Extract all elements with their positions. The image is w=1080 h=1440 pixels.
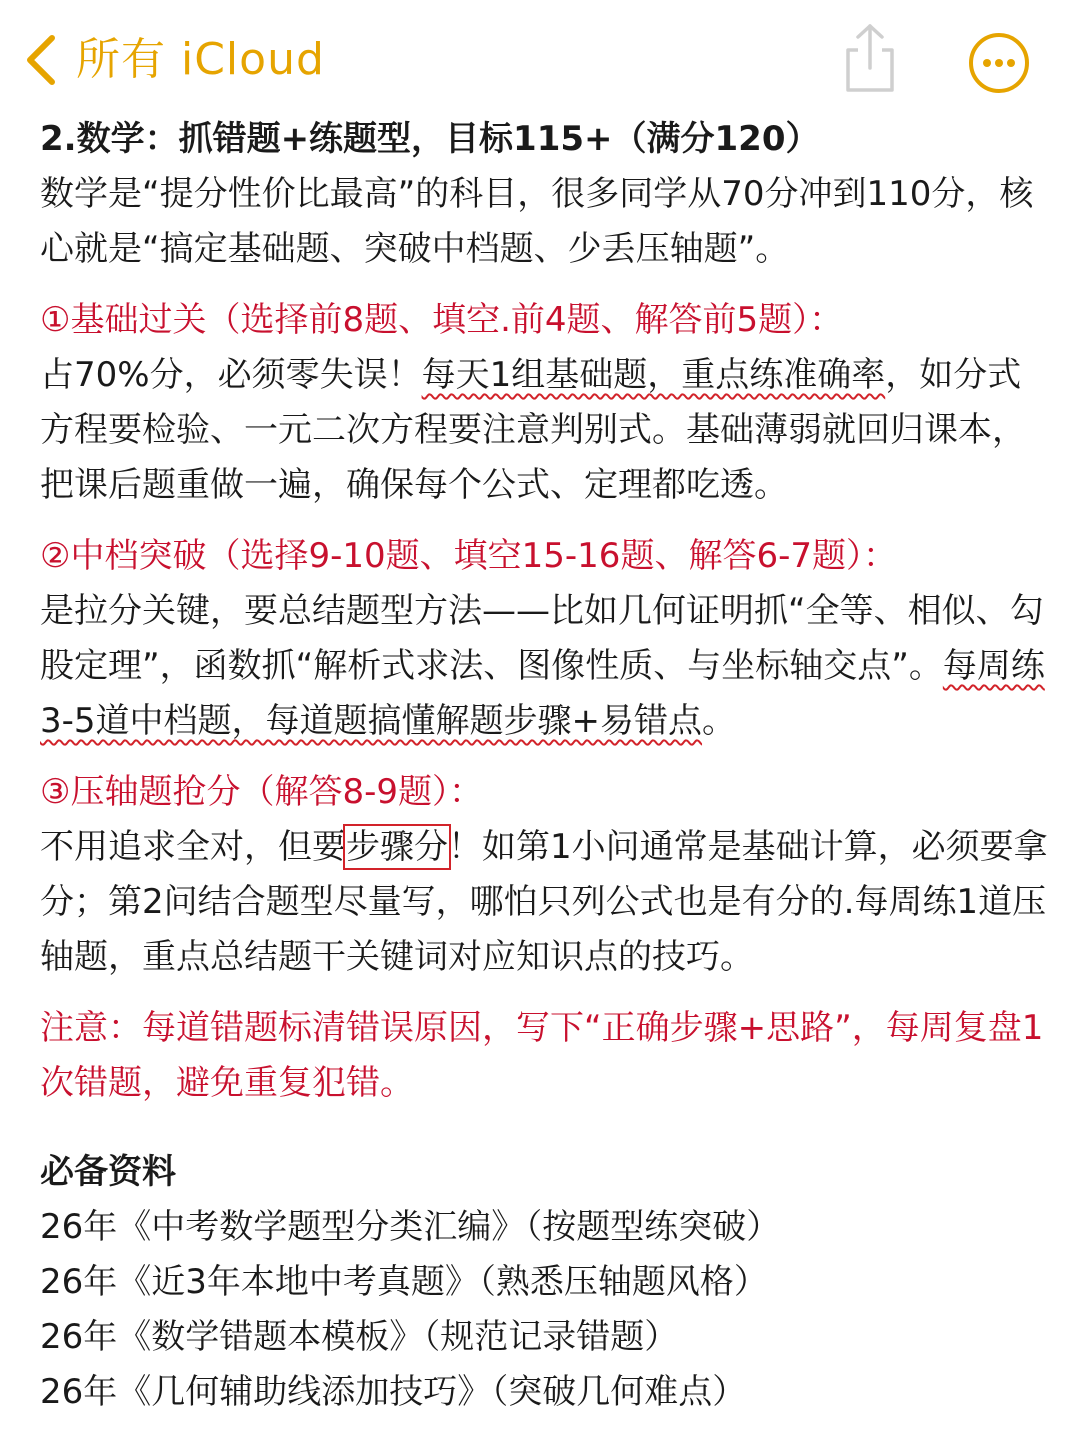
navigation-bar	[0, 0, 1080, 110]
more-button[interactable]	[968, 32, 1030, 94]
materials-item: 26年《数学错题本模板》（规范记录错题）	[40, 1317, 679, 1357]
section-basic-heading: ①基础过关（选择前8题、填空.前4题、解答前5题）：	[40, 300, 844, 340]
section-final-text-b: ！如第1小问通常是基础计算，必须要拿分；第2问结合题型尽量写，哪怕只列公式也是有分的.每周练1道压轴题，重点总结题干关键词对应知识点的技巧。	[40, 827, 1048, 977]
section-final-heading: ③压轴题抢分（解答8-9题）：	[40, 772, 484, 812]
chevron-left-icon	[22, 32, 58, 88]
materials-item: 26年《近3年本地中考真题》（熟悉压轴题风格）	[40, 1262, 768, 1302]
materials-item: 26年《几何辅助线添加技巧》（突破几何难点）	[40, 1372, 747, 1412]
note-title: 2.数学：抓错题+练题型，目标115+（满分120）	[40, 119, 820, 159]
share-icon	[840, 79, 900, 98]
section-final-boxed-highlight: 步骤分	[346, 827, 448, 867]
section-basic-wavy-highlight: 每天1组基础题，重点练准确率	[421, 355, 886, 395]
back-button[interactable]	[22, 30, 325, 90]
section-final-paragraph	[40, 820, 1050, 985]
section-basic-text-a: 占70%分，必须零失误！	[40, 355, 422, 395]
materials-heading: 必备资料	[40, 1152, 176, 1192]
materials-item: 26年《中考数学题型分类汇编》（按题型练突破）	[40, 1207, 781, 1247]
intro-paragraph: 数学是“提分性价比最高”的科目，很多同学从70分冲到110分，核心就是“搞定基础题、突破中档题、少丢压轴题”。	[40, 174, 1034, 269]
section-middle-text-a: 是拉分关键，要总结题型方法——比如几何证明抓“全等、相似、勾股定理”，函数抓“解析式求法、图像性质、与坐标轴交点”。	[40, 591, 1044, 686]
section-middle-text-b: 。	[702, 701, 737, 741]
note-body[interactable]	[40, 112, 1050, 1420]
section-middle-paragraph	[40, 584, 1050, 749]
section-middle-heading: ②中档突破（选择9-10题、填空15-16题、解答6-7题）：	[40, 536, 897, 576]
section-middle-wavy-highlight: 每周练3-5道中档题，每道题搞懂解题步骤+易错点	[40, 646, 1045, 741]
section-final-text-a: 不用追求全对，但要	[40, 827, 346, 867]
notice-paragraph: 注意：每道错题标清错误原因，写下“正确步骤+思路”，每周复盘1次错题，避免重复犯错。	[40, 1008, 1044, 1103]
share-button[interactable]	[840, 22, 900, 94]
section-basic-text-b: ，如分式方程要检验、一元二次方程要注意判别式。基础薄弱就回归课本，把课后题重做一遍，确保每个公式、定理都吃透。	[40, 355, 1026, 505]
section-basic-paragraph	[40, 348, 1050, 513]
ellipsis-circle-icon	[968, 79, 1030, 98]
back-label: 所有 iCloud	[76, 34, 325, 85]
